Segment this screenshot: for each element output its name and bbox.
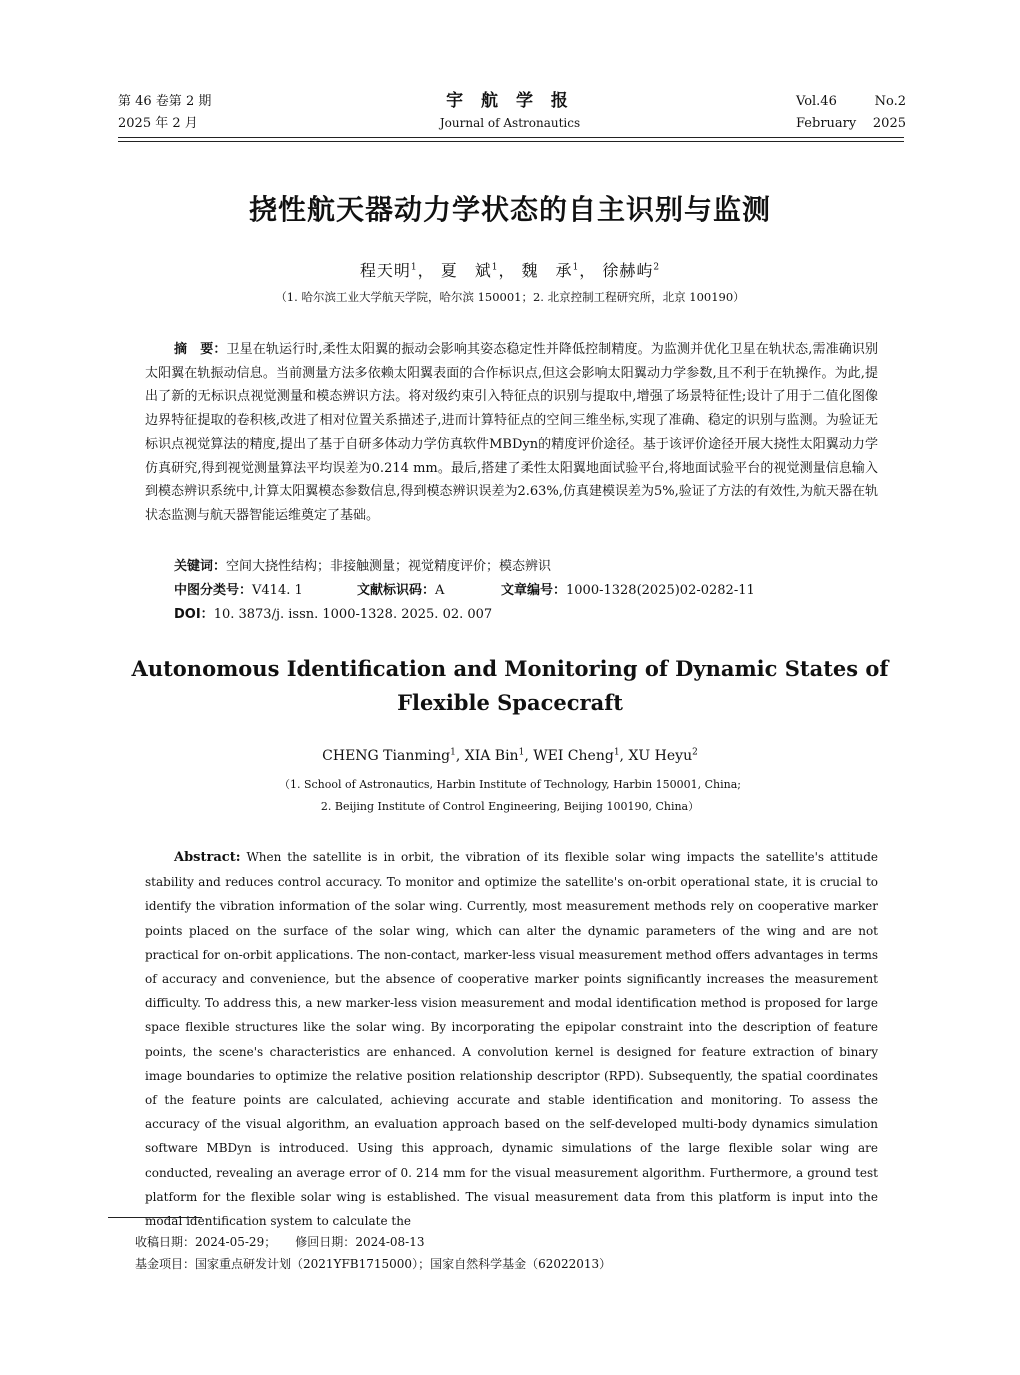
authors-en: CHENG Tianming$^1$, XIA Bin$^1$, WEI Cheng$^1$, XU Heyu$^2$	[322, 747, 698, 764]
journal-name	[360, 89, 660, 133]
abstract-en	[145, 845, 878, 1233]
document-code	[357, 579, 444, 603]
affiliation-cn: （1. 哈尔滨工业大学航天学院，哈尔滨 150001；2. 北京控制工程研究所，北京 100190）	[275, 290, 745, 304]
author: WEI Cheng	[533, 748, 614, 764]
doc-code-label: 文献标识码：	[357, 583, 436, 598]
keywords-label: 关键词：	[174, 559, 227, 574]
abstract-cn-label: 摘 要：	[174, 342, 227, 357]
article-no-value: 1000-1328(2025)02-0282-11	[566, 583, 755, 598]
classification-row	[174, 579, 303, 603]
journal-name-cn: 宇 航 学 报	[446, 91, 574, 111]
author: 魏 承	[521, 261, 573, 280]
affiliation-en-2: 2. Beijing Institute of Control Engineering, Beijing 100190, China）	[320, 800, 700, 813]
date-cn: 2025 年 2 月	[118, 116, 198, 131]
keywords	[174, 555, 551, 579]
abstract-cn	[145, 338, 878, 528]
authors-cn: 程天明$^1$， 夏 斌$^1$， 魏 承$^1$， 徐赫屿$^2$	[359, 261, 661, 280]
title-en	[0, 652, 1020, 720]
year-en: 2025	[872, 116, 906, 131]
title-en-line2: Flexible Spacecraft	[397, 690, 623, 715]
doi-label: DOI：	[174, 607, 214, 622]
clc-label: 中图分类号：	[174, 583, 253, 598]
number-en: No.2	[874, 94, 906, 109]
issue-info-en	[796, 91, 906, 135]
volume-en: Vol.46	[796, 94, 837, 109]
received-date: 2024-05-29；	[195, 1235, 277, 1249]
month-en: February	[796, 116, 857, 131]
abstract-cn-text: 卫星在轨运行时,柔性太阳翼的振动会影响其姿态稳定性并降低控制精度。为监测并优化卫星在轨状态,需准确识别太阳翼在轨振动信息。当前测量方法多依赖太阳翼表面的合作标识点,但这会影响太阳翼动力学参数,且不利于在轨操作。为此,提出了新的无标识点视觉测量和模态辨识方法。将对级约束引入特征点的识别与提取中,增强了场景特征性;设计了用于二值化图像边界特征提取的卷积核,改进了相对位置关系描述子,进而计算特征点的空间三维坐标,实现了准确、稳定的识别与监测。为验证无标识点视觉算法的精度,提出了基于自研多体动力学仿真软件MBDyn的精度评价途径。基于该评价途径开展大挠性太阳翼动力学仿真研究,得到视觉测量算法平均误差为0.214 mm。最后,搭建了柔性太阳翼地面试验平台,将地面试验平台的视觉测量信息输入到模态辨识系统中,计算太阳翼模态参数信息,得到模态辨识误差为2.63%,仿真建模误差为5%,验证了方法的有效性,为航天器在轨状态监测与航天器智能运维奠定了基础。	[145, 342, 878, 523]
doc-code-value: A	[435, 583, 445, 598]
author: 夏 斌	[440, 261, 492, 280]
page-title: 挠性航天器动力学状态的自主识别与监测	[248, 193, 771, 226]
volume-issue-cn: 第 46 卷第 2 期	[118, 94, 212, 109]
received-label: 收稿日期：	[135, 1235, 196, 1249]
fund-label: 基金项目：	[135, 1257, 196, 1271]
footnote-rule	[108, 1217, 202, 1218]
affiliation-en-1: （1. School of Astronautics, Harbin Institute of Technology, Harbin 150001, China;	[278, 778, 742, 791]
journal-name-en: Journal of Astronautics	[439, 116, 581, 130]
article-number	[501, 579, 755, 603]
fund-text: 国家重点研发计划（2021YFB1715000）；国家自然科学基金（62022013）	[195, 1257, 612, 1271]
revised-date: 2024-08-13	[355, 1235, 425, 1249]
abstract-en-text: When the satellite is in orbit, the vibration of its flexible solar wing impacts the satellite's attitude stability and reduces control accuracy. To monitor and optimize the satellite's on-orbit operational state, it is crucial to identify the vibration information of the solar wing. Currently, most measurement methods rely on cooperative marker points placed on the surface of the solar wing, which can alter the dynamic parameters of the wing and are not practical for on-orbit applications. The non-contact, marker-less visual measurement method offers advantages in terms of accuracy and convenience, but the absence of cooperative marker points significantly increases the measurement difficulty. To address this, a new marker-less vision measurement and modal identification method is proposed for large space flexible structures like the solar wing. By incorporating the epipolar constraint into the description of feature points, the scene's characteristics are enhanced. A convolution kernel is designed for feature extraction of binary image boundaries to optimize the relative position relationship descriptor (RPD). Subsequently, the spatial coordinates of the feature points are calculated, achieving accurate and stable identification and monitoring. To assess the accuracy of the visual algorithm, an evaluation approach based on the self-developed multi-body dynamics simulation software MBDyn is introduced. Using this approach, dynamic simulations of the large flexible solar wing are conducted, revealing an average error of 0. 214 mm for the visual measurement algorithm. Furthermore, a ground test platform for the flexible solar wing is established. The visual measurement data from this platform is input into the modal identification system to calculate the	[145, 850, 878, 1229]
title-en-line1: Autonomous Identification and Monitoring of Dynamic States of	[131, 656, 889, 681]
abstract-en-label: Abstract:	[174, 850, 241, 865]
received-dates	[135, 1231, 425, 1253]
doi-value: 10. 3873/j. issn. 1000-1328. 2025. 02. 007	[213, 607, 493, 622]
revised-label: 修回日期：	[295, 1235, 356, 1249]
author: XIA Bin	[464, 748, 519, 764]
clc-value: V414. 1	[252, 583, 303, 598]
author: CHENG Tianming	[322, 748, 451, 764]
author: 程天明	[359, 261, 411, 280]
doi	[174, 603, 492, 627]
keywords-text: 空间大挠性结构；非接触测量；视觉精度评价；模态辨识	[226, 559, 552, 574]
author: XU Heyu	[628, 748, 693, 764]
header-rule	[118, 137, 904, 138]
issue-info	[118, 91, 211, 135]
funding	[135, 1253, 611, 1275]
article-no-label: 文章编号：	[501, 583, 567, 598]
author: 徐赫屿	[602, 261, 654, 280]
header-rule-thin	[118, 141, 904, 142]
